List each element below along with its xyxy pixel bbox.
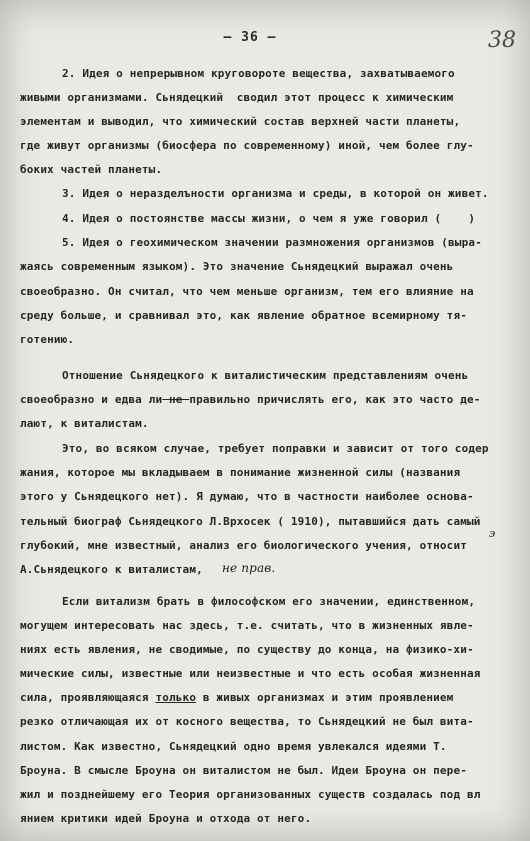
text-line: янием критики идей Броуна и отхода от него.	[20, 812, 312, 825]
text-line: 5. Идея о геохимическом значении размножения организмов (выра-	[62, 236, 482, 249]
text-line: резко отличающая их от косного вещества, то Сьнядецкий не был вита-	[20, 715, 474, 728]
text-line: мические силы, известные или неизвестные и что есть особая жизненная	[20, 667, 481, 680]
text-line: Это, во всяком случае, требует поправки и зависит от того содер	[62, 442, 489, 455]
struck-word: не	[162, 393, 190, 406]
archive-page-number: 38	[488, 28, 516, 53]
text-line: А.Сьнядецкого к виталистам,	[20, 563, 203, 576]
text-line: своеобразно. Он считал, что чем меньше организм, тем его влияние на	[20, 285, 474, 298]
text-line: лают, к виталистам.	[20, 417, 149, 430]
text-line: жания, которое мы вкладываем в понимание жизненной силы (названия	[20, 466, 461, 479]
text-line: 4. Идея о постоянстве массы жизни, о чем я уже говорил ( )	[62, 212, 476, 225]
text-line: листом. Как известно, Сьнядецкий одно время увлекался идеями Т.	[20, 740, 447, 753]
text-line: Если витализм брать в философском его значении, единственном,	[62, 595, 476, 608]
text-line: глубокий, мне известный, анализ его биологического учения, относит	[20, 539, 467, 552]
text-line: своеобразно и едва ли не правильно причислять его, как это часто де-	[20, 393, 481, 406]
text-line: тельный биограф Сьнядецкого Л.Врхосек ( 1910), пытавшийся дать самый	[20, 515, 481, 528]
handwritten-correction: э	[489, 527, 496, 540]
text-line: жаясь современным языком). Это значение Сьнядецкий выражал очень	[20, 260, 454, 273]
text-line: Броуна. В смысле Броуна он виталистом не был. Идеи Броуна он пере-	[20, 764, 467, 777]
page-number: — 36 —	[223, 30, 277, 45]
text-line: среду больше, и сравнивал это, как явление обратное всемирному тя-	[20, 309, 467, 322]
text-line: этого у Сьнядецкого нет). Я думаю, что в частности наиболее основа-	[20, 490, 474, 503]
text-line: живыми организмами. Сьнядецкий сводил этот процесс к химическим	[20, 91, 454, 104]
handwritten-margin-note: не прав.	[222, 561, 276, 575]
text-line: где живут организмы (биосфера по современному) иной, чем более глу-	[20, 139, 474, 152]
text-line: 2. Идея о непрерывном круговороте вещества, захватываемого	[62, 67, 455, 80]
text-line: могущем интересовать нас здесь, т.е. считать, что в жизненных явле-	[20, 619, 474, 632]
underlined-word: только	[155, 691, 197, 704]
text-line: элементам и выводил, что химический состав верхней части планеты,	[20, 115, 461, 128]
text-line: боких частей планеты.	[20, 163, 163, 176]
text-line: ниях есть явления, не сводимые, по существу до конца, на физико-хи-	[20, 643, 474, 656]
text-line: Отношение Сьнядецкого к виталистическим представлениям очень	[62, 369, 469, 382]
text-line: жил и позднейшему его Теория организованных существ создалась под вл	[20, 788, 481, 801]
text-line: готению.	[20, 333, 75, 346]
text-line: 3. Идея о неразделъности организма и среды, в которой он живет.	[62, 187, 489, 200]
text-line: сила, проявляющаяся только в живых организмах и этим проявлением	[20, 691, 454, 704]
